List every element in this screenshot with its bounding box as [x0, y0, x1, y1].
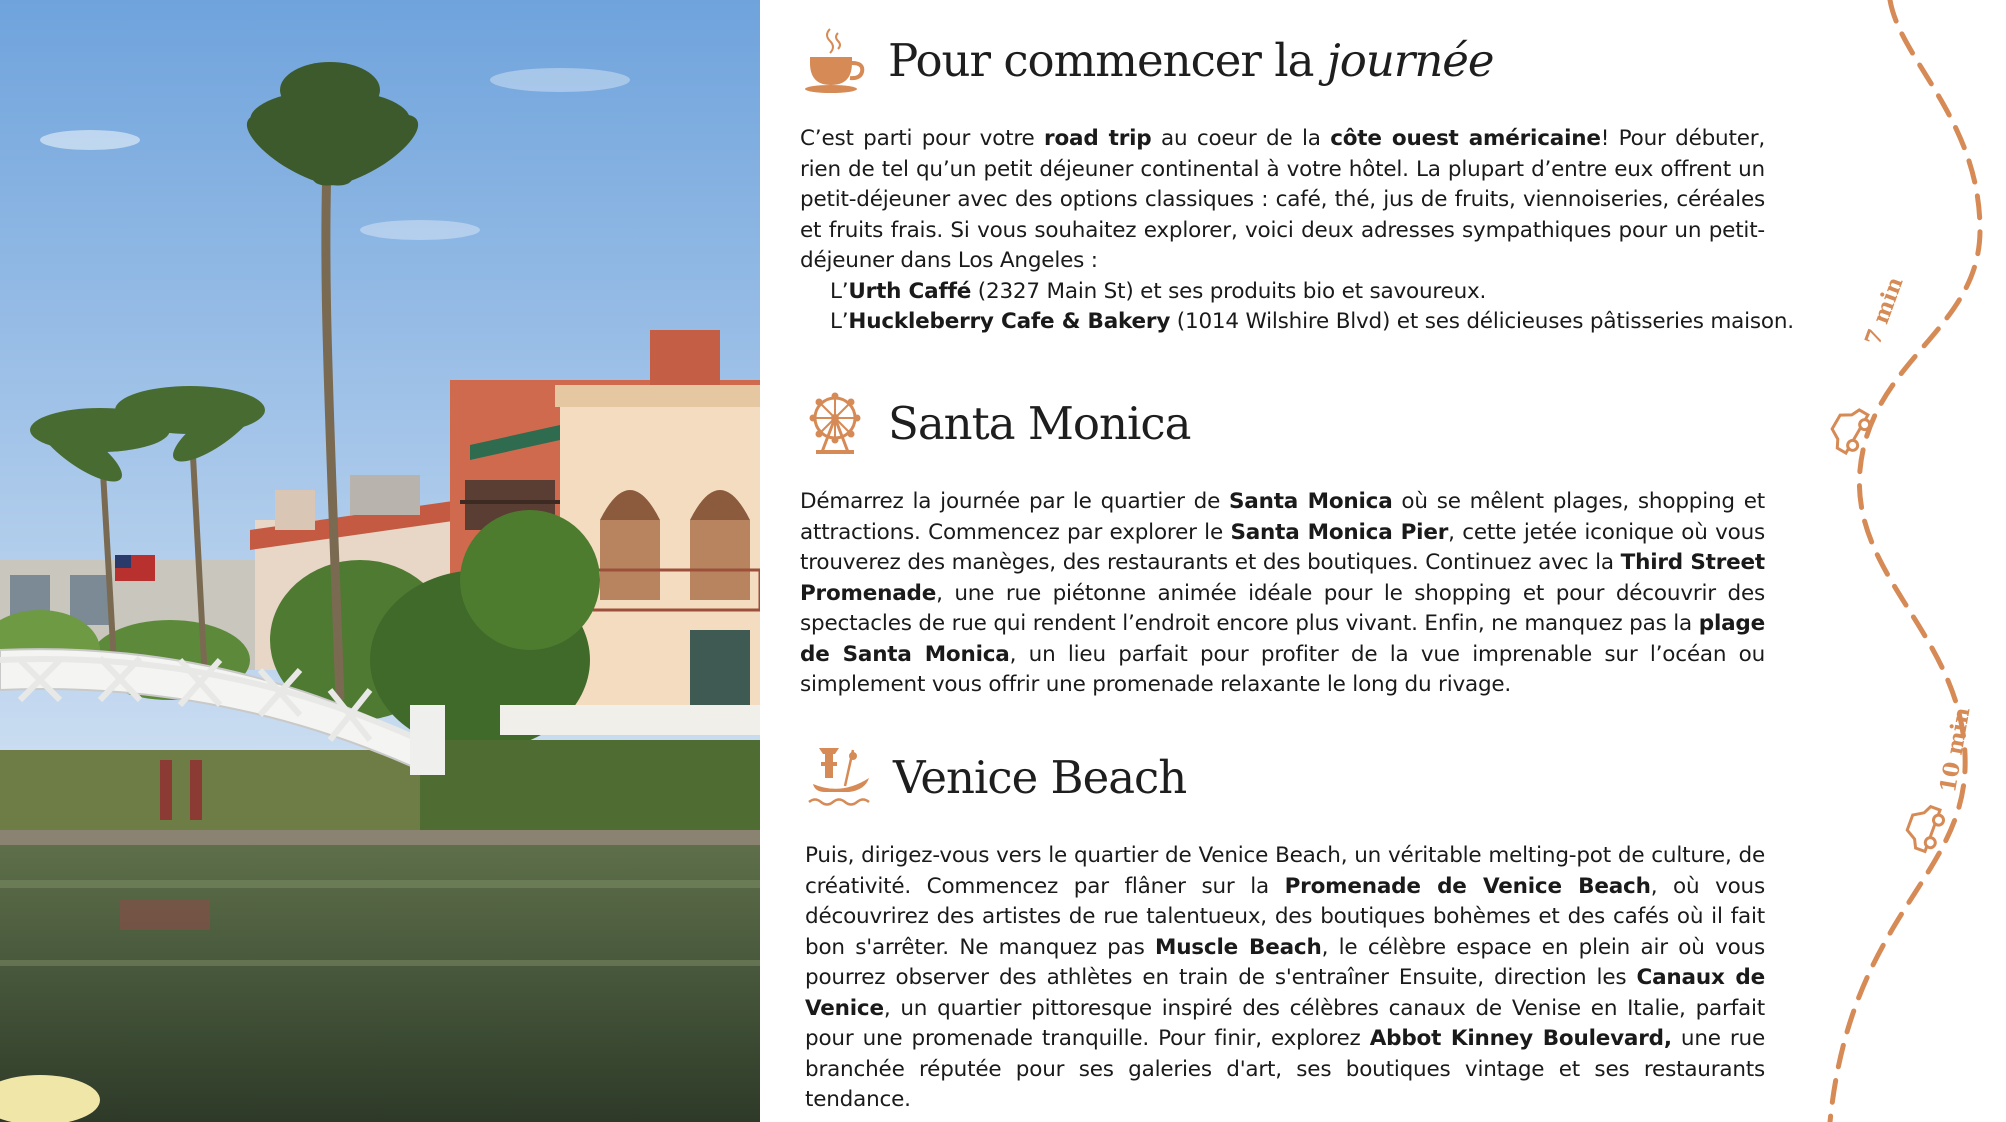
- route-time-label: 10 min: [1935, 705, 1976, 795]
- section-title: Venice Beach: [893, 750, 1187, 804]
- address-item: L’Urth Caffé (2327 Main St) et ses produits bio et savoureux.: [830, 278, 1487, 304]
- section-text: Démarrez la journée par le quartier de Santa Monica où se mêlent plages, shopping et attractions. Commencez par explorer le Santa Monica Pier, cette jetée iconique où vous trouverez des manèges, des restaurants et des boutiques. Continuez avec la Third Street Promenade, une rue piétonne animée idéale pour le shopping et pour découvrir des spectacles de rue qui rendent l’endroit encore plus vivant. Enfin, ne manquez pas la plage de Santa Monica, un lieu parfait pour profiter de la vue imprenable sur l’océan ou simplement vous offrir une promenade relaxante le long du rivage.: [800, 489, 1766, 697]
- section-title: Santa Monica: [888, 396, 1191, 450]
- section-header: [800, 20, 1765, 100]
- section-breakfast: [800, 20, 1794, 338]
- address-item: L’Huckleberry Cafe & Bakery (1014 Wilshire Blvd) et ses délicieuses pâtisseries maison.: [830, 309, 1794, 334]
- ferris-wheel-icon: [800, 388, 870, 458]
- route-path: [1790, 0, 2006, 1122]
- section-text: C’est parti pour votre road trip au coeur de la côte ouest américaine! Pour débuter, rien de tel qu’un petit déjeuner continental à votre hôtel. La plupart d’entre eux offrent un petit-déjeuner avec des options classiques : café, thé, jus de fruits, viennoiseries, céréales et fruits frais. Si vous souhaitez explorer, voici deux adresses sympathiques pour un petit-déjeuner dans Los Angeles :: [800, 126, 1766, 273]
- coffee-cup-icon: [800, 25, 870, 95]
- section-venice-beach: [805, 737, 1765, 1116]
- section-title: Pour commencer la journée: [888, 33, 1494, 87]
- route-time-label: 7 min: [1860, 273, 1909, 349]
- section-text: Puis, dirigez-vous vers le quartier de Venice Beach, un véritable melting-pot de culture, de créativité. Commencez par flâner sur la Promenade de Venice Beach, où vous découvrirez des artistes de rue talentueux, des boutiques bohèmes et des cafés où il fait bon s'arrêter. Ne manquez pas Muscle Beach, le célèbre espace en plein air où vous pourrez observer des athlètes en train de s'entraîner Ensuite, direction les Canaux de Venice, un quartier pittoresque inspiré des célèbres canaux de Venise en Italie, parfait pour une promenade tranquille. Pour finir, explorez Abbot Kinney Boulevard, une rue branchée réputée pour ses galeries d'art, ses boutiques vintage et ses restaurants tendance.: [805, 843, 1765, 1112]
- section-santa-monica: [800, 383, 1765, 701]
- venice-canals-photo: [0, 0, 760, 1122]
- section-header: [805, 737, 1765, 817]
- section-header: [800, 383, 1765, 463]
- car-icon: [1902, 802, 1946, 854]
- car-icon: [1825, 403, 1874, 457]
- gondola-icon: [805, 742, 875, 812]
